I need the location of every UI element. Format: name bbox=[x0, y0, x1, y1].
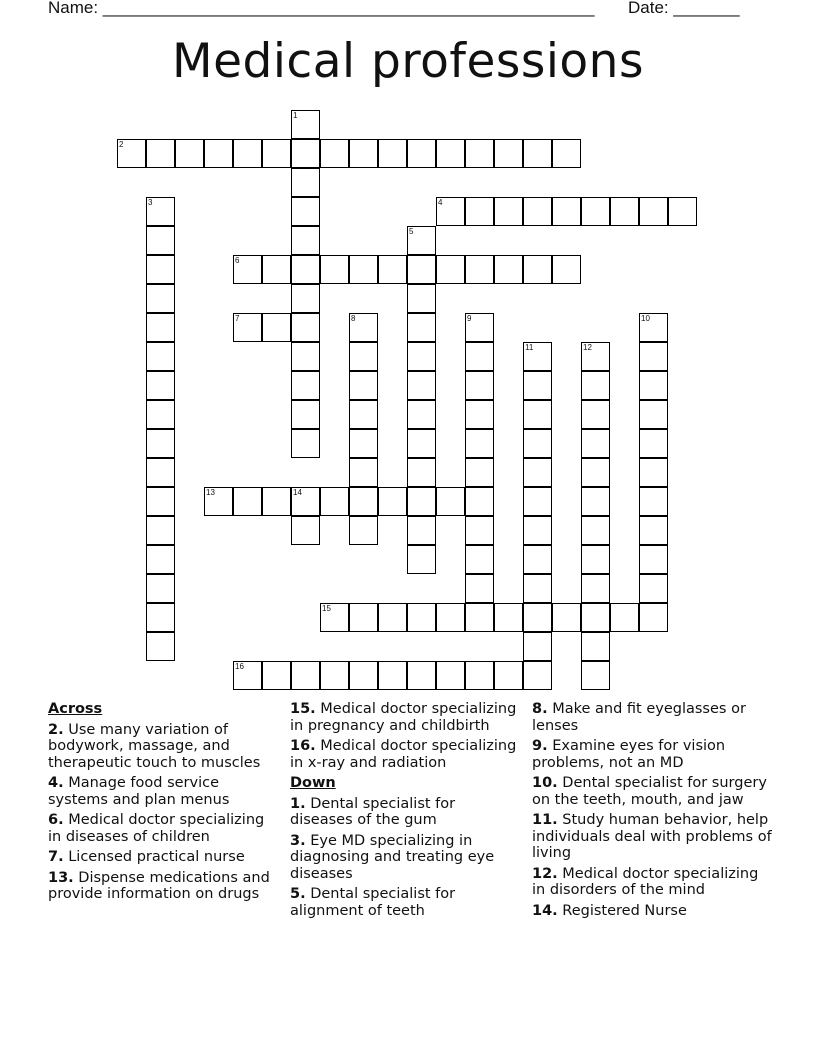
grid-cell[interactable] bbox=[581, 632, 610, 661]
clue-item bbox=[290, 796, 520, 829]
grid-cell[interactable] bbox=[436, 487, 465, 516]
clue-number-label: 14 bbox=[293, 488, 302, 497]
grid-cell[interactable] bbox=[262, 255, 291, 284]
clue-text: Dental specialist for alignment of teeth bbox=[290, 886, 456, 919]
grid-cell[interactable] bbox=[494, 139, 523, 168]
clue-number-label: 16 bbox=[235, 662, 244, 671]
grid-cell[interactable] bbox=[465, 371, 494, 400]
grid-cell[interactable] bbox=[349, 400, 378, 429]
grid-cell[interactable] bbox=[668, 197, 697, 226]
grid-cell[interactable] bbox=[465, 603, 494, 632]
grid-cell[interactable] bbox=[523, 632, 552, 661]
clue-item bbox=[290, 701, 520, 734]
grid-cell[interactable] bbox=[378, 661, 407, 690]
grid-cell[interactable] bbox=[233, 661, 262, 690]
grid-cell[interactable] bbox=[349, 139, 378, 168]
clue-item bbox=[48, 870, 278, 903]
grid-cell[interactable] bbox=[291, 400, 320, 429]
clues-column-1 bbox=[48, 701, 278, 907]
grid-cell[interactable] bbox=[639, 603, 668, 632]
grid-cell[interactable] bbox=[262, 139, 291, 168]
clue-text: Medical doctor specializing in disorders of the mind bbox=[532, 865, 759, 898]
grid-cell[interactable] bbox=[146, 255, 175, 284]
grid-cell[interactable] bbox=[320, 661, 349, 690]
grid-cell[interactable] bbox=[146, 574, 175, 603]
grid-cell[interactable] bbox=[349, 313, 378, 342]
grid-cell[interactable] bbox=[320, 487, 349, 516]
clue-text: Medical doctor specializing in diseases of children bbox=[48, 812, 265, 845]
grid-cell[interactable] bbox=[146, 226, 175, 255]
down-clue-list-continued bbox=[532, 701, 772, 919]
clue-number-label: 10 bbox=[641, 314, 650, 323]
grid-cell[interactable] bbox=[523, 400, 552, 429]
grid-cell[interactable] bbox=[407, 313, 436, 342]
clues-column-3 bbox=[532, 701, 772, 923]
grid-cell[interactable] bbox=[349, 429, 378, 458]
clue-text: Registered Nurse bbox=[557, 902, 687, 919]
grid-cell[interactable] bbox=[349, 458, 378, 487]
down-clue-list bbox=[290, 796, 520, 920]
clue-item bbox=[290, 886, 520, 919]
grid-cell[interactable] bbox=[465, 255, 494, 284]
grid-cell[interactable] bbox=[291, 342, 320, 371]
grid-cell[interactable] bbox=[639, 313, 668, 342]
clue-number: 4. bbox=[48, 775, 64, 791]
grid-cell[interactable] bbox=[349, 371, 378, 400]
grid-cell[interactable] bbox=[494, 255, 523, 284]
grid-cell[interactable] bbox=[117, 139, 146, 168]
grid-cell[interactable] bbox=[146, 429, 175, 458]
grid-cell[interactable] bbox=[494, 603, 523, 632]
clue-text: Use many variation of bodywork, massage, and therapeutic touch to muscles bbox=[48, 721, 261, 771]
clue-number-label: 8 bbox=[351, 314, 356, 323]
grid-cell[interactable] bbox=[407, 603, 436, 632]
grid-cell[interactable] bbox=[639, 197, 668, 226]
grid-cell[interactable] bbox=[581, 574, 610, 603]
clue-number: 10. bbox=[532, 775, 558, 791]
grid-cell[interactable] bbox=[552, 139, 581, 168]
clue-text: Licensed practical nurse bbox=[63, 849, 245, 865]
across-clue-list-continued bbox=[290, 701, 520, 771]
grid-cell[interactable] bbox=[291, 197, 320, 226]
clues-column-2 bbox=[290, 701, 520, 923]
grid-cell[interactable] bbox=[581, 516, 610, 545]
grid-cell[interactable] bbox=[610, 603, 639, 632]
grid-cell[interactable] bbox=[349, 487, 378, 516]
grid-cell[interactable] bbox=[146, 284, 175, 313]
clue-number-label: 9 bbox=[467, 314, 472, 323]
grid-cell[interactable] bbox=[146, 197, 175, 226]
grid-cell[interactable] bbox=[552, 197, 581, 226]
grid-cell[interactable] bbox=[639, 487, 668, 516]
grid-cell[interactable] bbox=[639, 400, 668, 429]
clue-text: Medical doctor specializing in x-ray and radiation bbox=[290, 738, 517, 771]
across-clue-list bbox=[48, 722, 278, 903]
grid-cell[interactable] bbox=[407, 545, 436, 574]
grid-cell[interactable] bbox=[407, 342, 436, 371]
grid-cell[interactable] bbox=[233, 255, 262, 284]
grid-cell[interactable] bbox=[523, 342, 552, 371]
grid-cell[interactable] bbox=[146, 458, 175, 487]
grid-cell[interactable] bbox=[291, 110, 320, 139]
grid-cell[interactable] bbox=[610, 197, 639, 226]
grid-cell[interactable] bbox=[436, 139, 465, 168]
grid-cell[interactable] bbox=[291, 313, 320, 342]
grid-cell[interactable] bbox=[204, 139, 233, 168]
grid-cell[interactable] bbox=[146, 545, 175, 574]
grid-cell[interactable] bbox=[378, 139, 407, 168]
grid-cell[interactable] bbox=[465, 313, 494, 342]
grid-cell[interactable] bbox=[581, 458, 610, 487]
clue-text: Manage food service systems and plan menus bbox=[48, 775, 230, 808]
grid-cell[interactable] bbox=[262, 487, 291, 516]
grid-cell[interactable] bbox=[291, 168, 320, 197]
grid-cell[interactable] bbox=[378, 255, 407, 284]
grid-cell[interactable] bbox=[581, 661, 610, 690]
clue-number: 5. bbox=[290, 886, 306, 902]
grid-cell[interactable] bbox=[639, 516, 668, 545]
page-title: Medical professions bbox=[172, 34, 644, 89]
grid-cell[interactable] bbox=[407, 139, 436, 168]
grid-cell[interactable] bbox=[320, 139, 349, 168]
clue-number-label: 4 bbox=[438, 198, 443, 207]
grid-cell[interactable] bbox=[146, 371, 175, 400]
clue-number: 15. bbox=[290, 701, 316, 717]
grid-cell[interactable] bbox=[436, 661, 465, 690]
clue-text: Make and fit eyeglasses or lenses bbox=[532, 701, 746, 734]
clue-item bbox=[532, 812, 772, 862]
grid-cell[interactable] bbox=[465, 400, 494, 429]
clue-item bbox=[48, 849, 278, 866]
grid-cell[interactable] bbox=[523, 371, 552, 400]
clue-text: Eye MD specializing in diagnosing and treating eye diseases bbox=[290, 832, 495, 882]
across-heading: Across bbox=[48, 701, 103, 717]
grid-cell[interactable] bbox=[581, 371, 610, 400]
clue-number: 7. bbox=[48, 849, 64, 865]
grid-cell[interactable] bbox=[436, 603, 465, 632]
grid-cell[interactable] bbox=[407, 226, 436, 255]
grid-cell[interactable] bbox=[523, 545, 552, 574]
down-heading: Down bbox=[290, 775, 336, 791]
clue-number: 1. bbox=[290, 795, 306, 812]
grid-cell[interactable] bbox=[175, 139, 204, 168]
clue-text: Dental specialist for surgery on the teeth, mouth, and jaw bbox=[532, 775, 767, 808]
grid-cell[interactable] bbox=[407, 458, 436, 487]
clue-item bbox=[532, 738, 772, 771]
clue-number: 16. bbox=[290, 738, 316, 754]
clue-number-label: 6 bbox=[235, 256, 240, 265]
grid-cell[interactable] bbox=[523, 487, 552, 516]
grid-cell[interactable] bbox=[465, 197, 494, 226]
grid-cell[interactable] bbox=[233, 487, 262, 516]
grid-cell[interactable] bbox=[552, 255, 581, 284]
clue-item bbox=[48, 812, 278, 845]
grid-cell[interactable] bbox=[291, 661, 320, 690]
grid-cell[interactable] bbox=[349, 516, 378, 545]
grid-cell[interactable] bbox=[523, 197, 552, 226]
grid-cell[interactable] bbox=[523, 603, 552, 632]
clue-number: 2. bbox=[48, 721, 64, 738]
clue-item bbox=[532, 903, 772, 920]
grid-cell[interactable] bbox=[349, 342, 378, 371]
clue-text: Dental specialist for diseases of the gum bbox=[290, 795, 456, 828]
clue-number: 12. bbox=[532, 865, 558, 882]
grid-cell[interactable] bbox=[378, 603, 407, 632]
clue-text: Medical doctor specializing in pregnancy and childbirth bbox=[290, 701, 517, 734]
grid-cell[interactable] bbox=[436, 255, 465, 284]
clue-number-label: 11 bbox=[525, 343, 534, 352]
grid-cell[interactable] bbox=[407, 429, 436, 458]
clue-number: 13. bbox=[48, 869, 74, 886]
grid-cell[interactable] bbox=[146, 487, 175, 516]
grid-cell[interactable] bbox=[233, 313, 262, 342]
grid-cell[interactable] bbox=[581, 197, 610, 226]
grid-cell[interactable] bbox=[581, 342, 610, 371]
grid-cell[interactable] bbox=[146, 516, 175, 545]
grid-cell[interactable] bbox=[639, 371, 668, 400]
grid-cell[interactable] bbox=[465, 487, 494, 516]
grid-cell[interactable] bbox=[146, 342, 175, 371]
grid-cell[interactable] bbox=[639, 574, 668, 603]
grid-cell[interactable] bbox=[465, 139, 494, 168]
clue-item bbox=[532, 866, 772, 899]
grid-cell[interactable] bbox=[639, 545, 668, 574]
grid-cell[interactable] bbox=[407, 400, 436, 429]
clue-number-label: 5 bbox=[409, 227, 414, 236]
grid-cell[interactable] bbox=[146, 603, 175, 632]
date-field-label[interactable]: Date: _______ bbox=[628, 0, 740, 17]
grid-cell[interactable] bbox=[146, 139, 175, 168]
grid-cell[interactable] bbox=[523, 516, 552, 545]
grid-cell[interactable] bbox=[494, 661, 523, 690]
grid-cell[interactable] bbox=[465, 574, 494, 603]
clue-number: 8. bbox=[532, 701, 548, 717]
grid-cell[interactable] bbox=[378, 487, 407, 516]
grid-cell[interactable] bbox=[349, 661, 378, 690]
grid-cell[interactable] bbox=[407, 255, 436, 284]
grid-cell[interactable] bbox=[291, 284, 320, 313]
clue-text: Study human behavior, help individuals deal with problems of living bbox=[532, 812, 772, 861]
grid-cell[interactable] bbox=[146, 313, 175, 342]
grid-cell[interactable] bbox=[639, 429, 668, 458]
grid-cell[interactable] bbox=[523, 139, 552, 168]
grid-cell[interactable] bbox=[465, 516, 494, 545]
grid-cell[interactable] bbox=[407, 516, 436, 545]
clue-item bbox=[532, 701, 772, 734]
grid-cell[interactable] bbox=[465, 545, 494, 574]
clue-number: 9. bbox=[532, 738, 548, 754]
clue-number: 3. bbox=[290, 832, 306, 849]
grid-cell[interactable] bbox=[407, 371, 436, 400]
grid-cell[interactable] bbox=[407, 487, 436, 516]
grid-cell[interactable] bbox=[523, 429, 552, 458]
grid-cell[interactable] bbox=[349, 255, 378, 284]
grid-cell[interactable] bbox=[349, 603, 378, 632]
clue-item bbox=[48, 722, 278, 772]
grid-cell[interactable] bbox=[523, 255, 552, 284]
grid-cell[interactable] bbox=[320, 603, 349, 632]
clue-number: 14. bbox=[532, 902, 558, 919]
grid-cell[interactable] bbox=[581, 400, 610, 429]
grid-cell[interactable] bbox=[465, 429, 494, 458]
clue-item bbox=[532, 775, 772, 808]
grid-cell[interactable] bbox=[291, 487, 320, 516]
grid-cell[interactable] bbox=[146, 400, 175, 429]
grid-cell[interactable] bbox=[291, 429, 320, 458]
clue-number-label: 12 bbox=[583, 343, 592, 352]
grid-cell[interactable] bbox=[291, 226, 320, 255]
clue-item bbox=[290, 833, 520, 883]
grid-cell[interactable] bbox=[465, 458, 494, 487]
clue-number-label: 15 bbox=[322, 604, 331, 613]
clue-number-label: 3 bbox=[148, 198, 153, 207]
grid-cell[interactable] bbox=[262, 661, 291, 690]
clue-text: Dispense medications and provide information on drugs bbox=[48, 869, 270, 902]
clue-number: 6. bbox=[48, 812, 64, 828]
grid-cell[interactable] bbox=[436, 197, 465, 226]
clue-item bbox=[48, 775, 278, 808]
grid-cell[interactable] bbox=[639, 458, 668, 487]
name-field-label[interactable]: Name: ____________________________________________________ bbox=[48, 0, 595, 17]
clue-number: 11. bbox=[532, 812, 558, 828]
clue-item bbox=[290, 738, 520, 771]
grid-cell[interactable] bbox=[639, 342, 668, 371]
grid-cell[interactable] bbox=[291, 371, 320, 400]
clue-number-label: 2 bbox=[119, 140, 124, 149]
grid-cell[interactable] bbox=[146, 632, 175, 661]
clue-number-label: 7 bbox=[235, 314, 240, 323]
grid-cell[interactable] bbox=[552, 603, 581, 632]
grid-cell[interactable] bbox=[581, 603, 610, 632]
grid-cell[interactable] bbox=[262, 313, 291, 342]
clue-text: Examine eyes for vision problems, not an MD bbox=[532, 738, 726, 771]
grid-cell[interactable] bbox=[523, 574, 552, 603]
grid-cell[interactable] bbox=[291, 255, 320, 284]
grid-cell[interactable] bbox=[320, 255, 349, 284]
grid-cell[interactable] bbox=[407, 661, 436, 690]
grid-cell[interactable] bbox=[291, 516, 320, 545]
clue-number-label: 13 bbox=[206, 488, 215, 497]
grid-cell[interactable] bbox=[494, 197, 523, 226]
grid-cell[interactable] bbox=[581, 487, 610, 516]
clue-number-label: 1 bbox=[293, 111, 298, 120]
grid-cell[interactable] bbox=[204, 487, 233, 516]
grid-cell[interactable] bbox=[291, 139, 320, 168]
grid-cell[interactable] bbox=[581, 429, 610, 458]
grid-cell[interactable] bbox=[465, 661, 494, 690]
grid-cell[interactable] bbox=[465, 342, 494, 371]
grid-cell[interactable] bbox=[407, 284, 436, 313]
grid-cell[interactable] bbox=[523, 458, 552, 487]
grid-cell[interactable] bbox=[233, 139, 262, 168]
grid-cell[interactable] bbox=[523, 661, 552, 690]
grid-cell[interactable] bbox=[581, 545, 610, 574]
